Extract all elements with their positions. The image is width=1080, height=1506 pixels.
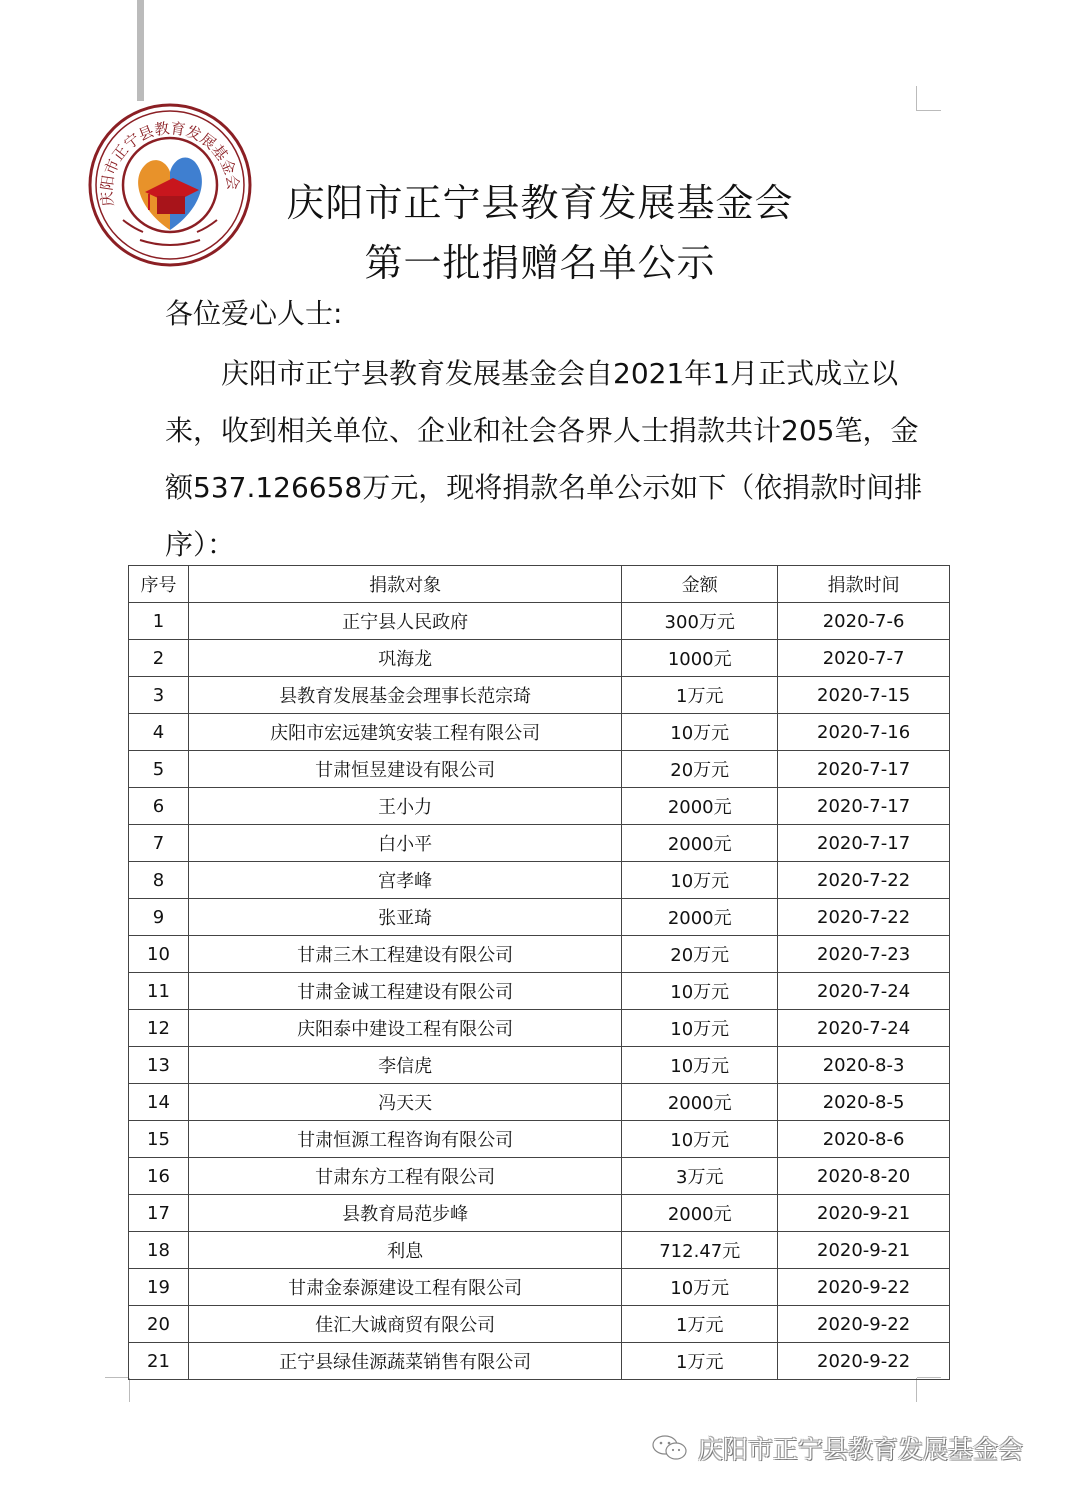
cell-no: 19 (129, 1269, 189, 1306)
table-row (129, 788, 950, 825)
cell-amount: 10万元 (622, 1269, 778, 1306)
cell-date: 2020-9-22 (778, 1306, 950, 1343)
table-row (129, 1084, 950, 1121)
cell-no: 17 (129, 1195, 189, 1232)
table-row (129, 603, 950, 640)
cell-donor: 巩海龙 (188, 640, 621, 677)
cell-donor: 甘肃金泰源建设工程有限公司 (188, 1269, 621, 1306)
cell-amount: 10万元 (622, 973, 778, 1010)
cell-amount: 1万元 (622, 1306, 778, 1343)
cell-donor: 庆阳泰中建设工程有限公司 (188, 1010, 621, 1047)
cell-date: 2020-7-7 (778, 640, 950, 677)
cell-date: 2020-8-6 (778, 1121, 950, 1158)
foundation-logo (85, 100, 255, 270)
cell-amount: 10万元 (622, 1121, 778, 1158)
table-row (129, 640, 950, 677)
cell-date: 2020-7-17 (778, 788, 950, 825)
cell-donor: 李信虎 (188, 1047, 621, 1084)
cell-donor: 佳汇大诚商贸有限公司 (188, 1306, 621, 1343)
table-row (129, 1195, 950, 1232)
table-row (129, 1343, 950, 1380)
page-title: 庆阳市正宁县教育发展基金会 (286, 181, 794, 225)
cell-date: 2020-7-24 (778, 973, 950, 1010)
cell-donor: 王小力 (188, 788, 621, 825)
greeting: 各位爱心人士: (165, 297, 343, 330)
cell-amount: 2000元 (622, 899, 778, 936)
table-header-row (129, 566, 950, 603)
cell-donor: 白小平 (188, 825, 621, 862)
cell-amount: 3万元 (622, 1158, 778, 1195)
crop-mark-top-left (137, 0, 144, 101)
svg-text:庆阳市正宁县教育发展基金会: 庆阳市正宁县教育发展基金会 (97, 119, 243, 208)
crop-mark-top-right (916, 86, 941, 111)
cell-date: 2020-7-23 (778, 936, 950, 973)
cell-date: 2020-7-16 (778, 714, 950, 751)
cell-donor: 宫孝峰 (188, 862, 621, 899)
table-row (129, 862, 950, 899)
table-row (129, 1010, 950, 1047)
cell-no: 6 (129, 788, 189, 825)
cell-date: 2020-8-5 (778, 1084, 950, 1121)
table-row (129, 677, 950, 714)
cell-donor: 县教育局范步峰 (188, 1195, 621, 1232)
cell-donor: 甘肃金诚工程建设有限公司 (188, 973, 621, 1010)
cell-donor: 甘肃恒昱建设有限公司 (188, 751, 621, 788)
cell-no: 2 (129, 640, 189, 677)
cell-amount: 1万元 (622, 1343, 778, 1380)
cell-no: 10 (129, 936, 189, 973)
cell-date: 2020-9-22 (778, 1343, 950, 1380)
cell-donor: 甘肃三木工程建设有限公司 (188, 936, 621, 973)
intro-text: 庆阳市正宁县教育发展基金会自2021年1月正式成立以来，收到相关单位、企业和社会各界人士捐款共计205笔，金额537.126658万元，现将捐款名单公示如下（依捐款时间排序）： (165, 357, 923, 561)
cell-amount: 10万元 (622, 714, 778, 751)
cell-no: 16 (129, 1158, 189, 1195)
page-subtitle: 第一批捐赠名单公示 (364, 241, 716, 285)
cell-amount: 1000元 (622, 640, 778, 677)
table-row (129, 899, 950, 936)
cell-date: 2020-9-22 (778, 1269, 950, 1306)
table-row (129, 1158, 950, 1195)
table-row (129, 751, 950, 788)
cell-date: 2020-9-21 (778, 1195, 950, 1232)
wechat-watermark (650, 1430, 1023, 1466)
cell-amount: 2000元 (622, 1195, 778, 1232)
cell-amount: 10万元 (622, 1047, 778, 1084)
cell-donor: 张亚琦 (188, 899, 621, 936)
cell-amount: 10万元 (622, 862, 778, 899)
table-row (129, 714, 950, 751)
cell-date: 2020-8-3 (778, 1047, 950, 1084)
cell-donor: 庆阳市宏远建筑安装工程有限公司 (188, 714, 621, 751)
cell-date: 2020-7-6 (778, 603, 950, 640)
wechat-icon (650, 1433, 690, 1463)
cell-date: 2020-7-15 (778, 677, 950, 714)
table-row (129, 1121, 950, 1158)
cell-amount: 20万元 (622, 751, 778, 788)
table-row (129, 936, 950, 973)
cell-donor: 冯天天 (188, 1084, 621, 1121)
table-row (129, 1306, 950, 1343)
logo-emblem-icon (85, 100, 255, 270)
cell-no: 4 (129, 714, 189, 751)
cell-no: 15 (129, 1121, 189, 1158)
cell-no: 12 (129, 1010, 189, 1047)
cell-no: 13 (129, 1047, 189, 1084)
table-row (129, 825, 950, 862)
cell-no: 18 (129, 1232, 189, 1269)
watermark-text: 庆阳市正宁县教育发展基金会 (698, 1435, 1024, 1464)
cell-donor: 正宁县人民政府 (188, 603, 621, 640)
cell-date: 2020-7-22 (778, 862, 950, 899)
cell-amount: 10万元 (622, 1010, 778, 1047)
header-no: 序号 (129, 566, 189, 603)
cell-no: 3 (129, 677, 189, 714)
cell-date: 2020-7-17 (778, 825, 950, 862)
cell-no: 14 (129, 1084, 189, 1121)
table-row (129, 1269, 950, 1306)
cell-date: 2020-7-24 (778, 1010, 950, 1047)
cell-no: 21 (129, 1343, 189, 1380)
cell-no: 5 (129, 751, 189, 788)
cell-date: 2020-9-21 (778, 1232, 950, 1269)
table-row (129, 1232, 950, 1269)
donation-table (128, 565, 950, 1380)
cell-no: 8 (129, 862, 189, 899)
crop-mark-bottom-left-h (105, 1377, 129, 1378)
cell-no: 20 (129, 1306, 189, 1343)
crop-mark-bottom-right (916, 1378, 941, 1402)
cell-no: 9 (129, 899, 189, 936)
cell-amount: 2000元 (622, 788, 778, 825)
header-donor: 捐款对象 (188, 566, 621, 603)
cell-no: 11 (129, 973, 189, 1010)
cell-no: 7 (129, 825, 189, 862)
cell-amount: 2000元 (622, 825, 778, 862)
cell-donor: 甘肃东方工程有限公司 (188, 1158, 621, 1195)
cell-date: 2020-8-20 (778, 1158, 950, 1195)
header-date: 捐款时间 (778, 566, 950, 603)
crop-mark-bottom-left (105, 1378, 130, 1402)
cell-no: 1 (129, 603, 189, 640)
cell-amount: 1万元 (622, 677, 778, 714)
intro-paragraph (165, 345, 925, 573)
cell-donor: 正宁县绿佳源蔬菜销售有限公司 (188, 1343, 621, 1380)
cell-donor: 甘肃恒源工程咨询有限公司 (188, 1121, 621, 1158)
cell-amount: 2000元 (622, 1084, 778, 1121)
cell-donor: 县教育发展基金会理事长范宗琦 (188, 677, 621, 714)
cell-amount: 20万元 (622, 936, 778, 973)
cell-date: 2020-7-17 (778, 751, 950, 788)
cell-amount: 712.47元 (622, 1232, 778, 1269)
header-amount: 金额 (622, 566, 778, 603)
table-row (129, 973, 950, 1010)
cell-donor: 利息 (188, 1232, 621, 1269)
cell-date: 2020-7-22 (778, 899, 950, 936)
cell-amount: 300万元 (622, 603, 778, 640)
table-row (129, 1047, 950, 1084)
